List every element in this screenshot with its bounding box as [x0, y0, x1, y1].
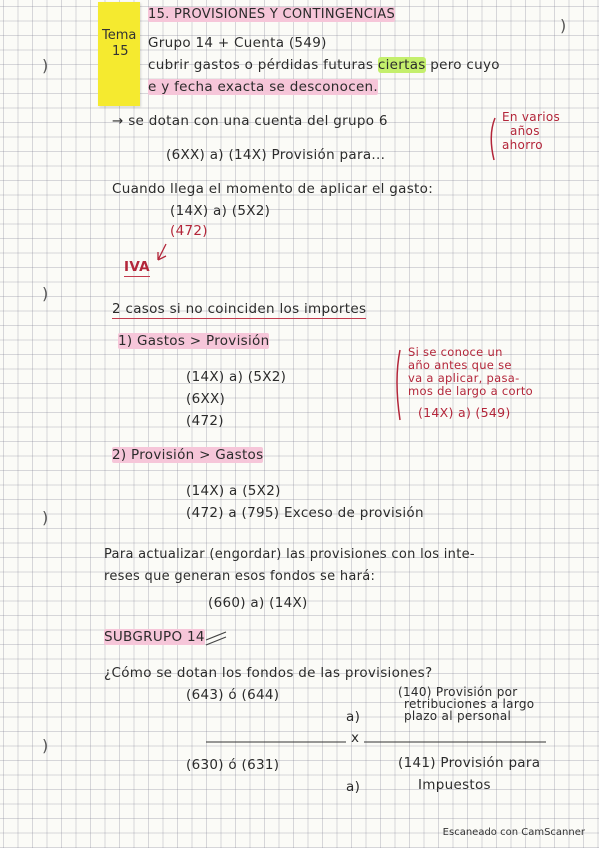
cross-marker: x — [351, 730, 360, 746]
side-note-short-term: Si se conoce un año antes que se va a aplicar, pasa- mos de largo a corto (14X) a) (549) — [408, 345, 534, 420]
case1-entry-3: (472) — [186, 413, 224, 429]
dotation-line: → se dotan con una cuenta del grupo 6 — [112, 113, 388, 129]
two-cases-heading: 2 casos si no coinciden los importes — [112, 301, 367, 317]
entry-643-644: (643) ó (644) — [186, 687, 280, 703]
case1-heading: 1) Gastos > Provisión — [118, 333, 270, 349]
case2-entry-1: (14X) a (5X2) — [186, 483, 281, 499]
entry-660: (660) a) (14X) — [208, 595, 308, 611]
group-line: Grupo 14 + Cuenta (549) — [148, 35, 327, 51]
sticky-tab-title: Tema — [102, 28, 137, 43]
account-141-note: (141) Provisión para — [398, 755, 541, 771]
subgroup-double-stroke — [206, 632, 226, 645]
scanner-watermark: Escaneado con CamScanner — [442, 827, 585, 838]
side-note-years: En varios años ahorro — [502, 110, 561, 152]
binder-hole-mark: ) — [42, 56, 49, 75]
binder-hole-mark: ) — [42, 508, 49, 527]
side-brace-1 — [491, 118, 495, 160]
update-line-1: Para actualizar (engordar) las provisiones con los inte- — [104, 547, 475, 562]
iva-label: IVA — [124, 259, 150, 275]
case1-entry-1: (14X) a) (5X2) — [186, 369, 287, 385]
side-brace-2 — [397, 350, 400, 420]
account-140-note: (140) Provisión por retribuciones a largo plazo al personal — [398, 685, 535, 723]
uncertainty-line: e y fecha exacta se desconocen. — [148, 79, 378, 95]
a-marker-1: a) — [346, 709, 361, 725]
binder-hole-mark: ) — [560, 16, 567, 35]
taxes-label: Impuestos — [418, 777, 491, 793]
iva-arrow — [158, 244, 166, 260]
entry-630-631: (630) ó (631) — [186, 757, 280, 773]
section-title: 15. PROVISIONES Y CONTINGENCIAS — [148, 7, 396, 22]
subgroup-heading: SUBGRUPO 14 — [104, 629, 205, 645]
apply-line: Cuando llega el momento de aplicar el gasto: — [112, 181, 434, 197]
case1-entry-2: (6XX) — [186, 391, 226, 407]
sticky-tab-number: 15 — [112, 44, 129, 59]
update-line-2: reses que generan esos fondos se hará: — [104, 569, 376, 584]
purpose-line: cubrir gastos o pérdidas futuras ciertas pero cuyo — [148, 57, 500, 73]
entry-472: (472) — [170, 223, 208, 239]
binder-hole-mark: ) — [42, 736, 49, 755]
question-line: ¿Cómo se dotan los fondos de las provisiones? — [104, 665, 433, 681]
a-marker-2: a) — [346, 779, 361, 795]
binder-hole-mark: ) — [42, 284, 49, 303]
case2-heading: 2) Provisión > Gastos — [112, 447, 264, 463]
case2-entry-2: (472) a (795) Exceso de provisión — [186, 505, 424, 521]
entry-6xx: (6XX) a) (14X) Provisión para... — [166, 147, 386, 163]
entry-14x: (14X) a) (5X2) — [170, 203, 271, 219]
